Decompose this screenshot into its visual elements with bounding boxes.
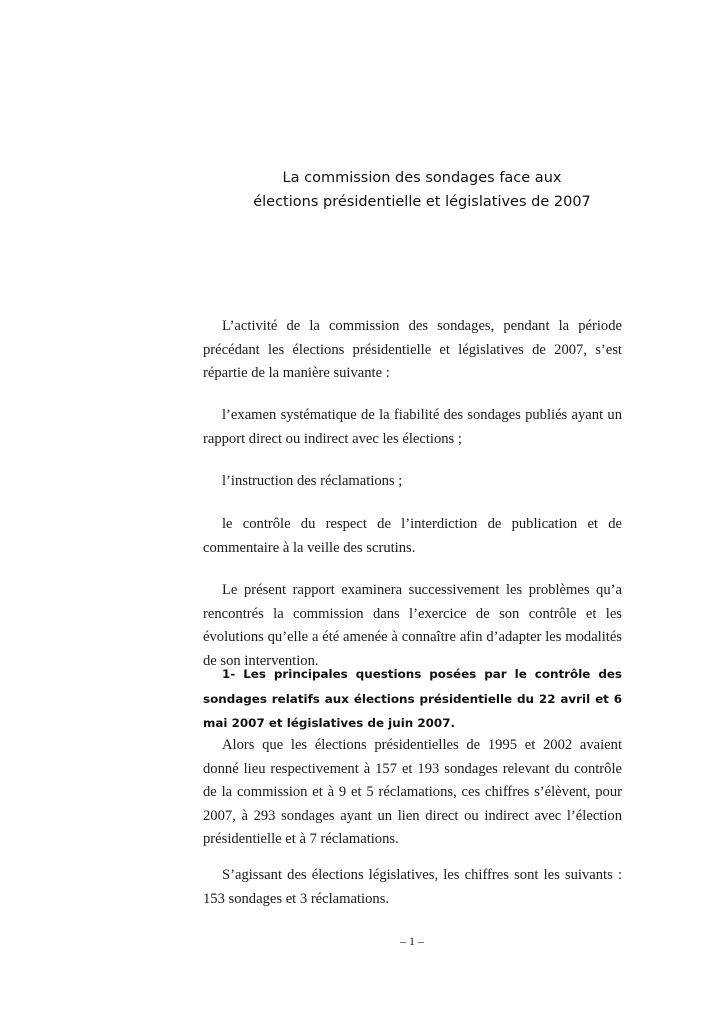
paragraph-text: L’activité de la commission des sondages, pendant la période précédant les élections présidentielle et législatives de 2007, s’est répartie de la manière suivante :	[203, 318, 622, 382]
paragraph-intro	[203, 315, 622, 386]
paragraph-text: l’examen systématique de la fiabilité des sondages publiés ayant un rapport direct ou indirect avec les élections ;	[203, 407, 622, 447]
paragraph-rapport	[203, 579, 622, 673]
page-number: – 1 –	[400, 934, 424, 948]
title-line-1: La commission des sondages face aux	[282, 170, 562, 186]
title-line-2: élections présidentielle et législatives de 2007	[253, 194, 591, 210]
page-footer	[0, 934, 724, 949]
paragraph-text: l’instruction des réclamations ;	[222, 473, 403, 489]
document-title	[0, 166, 724, 214]
paragraph-text: Le présent rapport examinera successivement les problèmes qu’a rencontrés la commission dans l’exercice de son contrôle et les évolutions qu’elle a été amenée à connaître afin d’adapter les modalités de son intervention.	[203, 582, 622, 669]
paragraph-presidentielles	[203, 734, 622, 852]
paragraph-text: Alors que les élections présidentielles de 1995 et 2002 avaient donné lieu respectivement à 157 et 193 sondages relevant du contrôle de la commission et à 9 et 5 réclamations, ces chiffres s’élèvent, pour 2007, à 293 sondages ayant un lien direct ou indirect avec l’élection présidentielle et à 7 réclamations.	[203, 737, 622, 848]
paragraph-text: le contrôle du respect de l’interdiction de publication et de commentaire à la veille des scrutins.	[203, 516, 622, 556]
section-heading	[203, 662, 622, 736]
paragraph-text: S’agissant des élections législatives, les chiffres sont les suivants : 153 sondages et 3 réclamations.	[203, 867, 622, 907]
paragraph-instruction	[203, 470, 622, 494]
paragraph-examen	[203, 404, 622, 451]
paragraph-legislatives	[203, 864, 622, 911]
section-heading-text: 1- Les principales questions posées par le contrôle des sondages relatifs aux élections présidentielle du 22 avril et 6 mai 2007 et législatives de juin 2007.	[203, 667, 622, 730]
paragraph-controle	[203, 513, 622, 560]
